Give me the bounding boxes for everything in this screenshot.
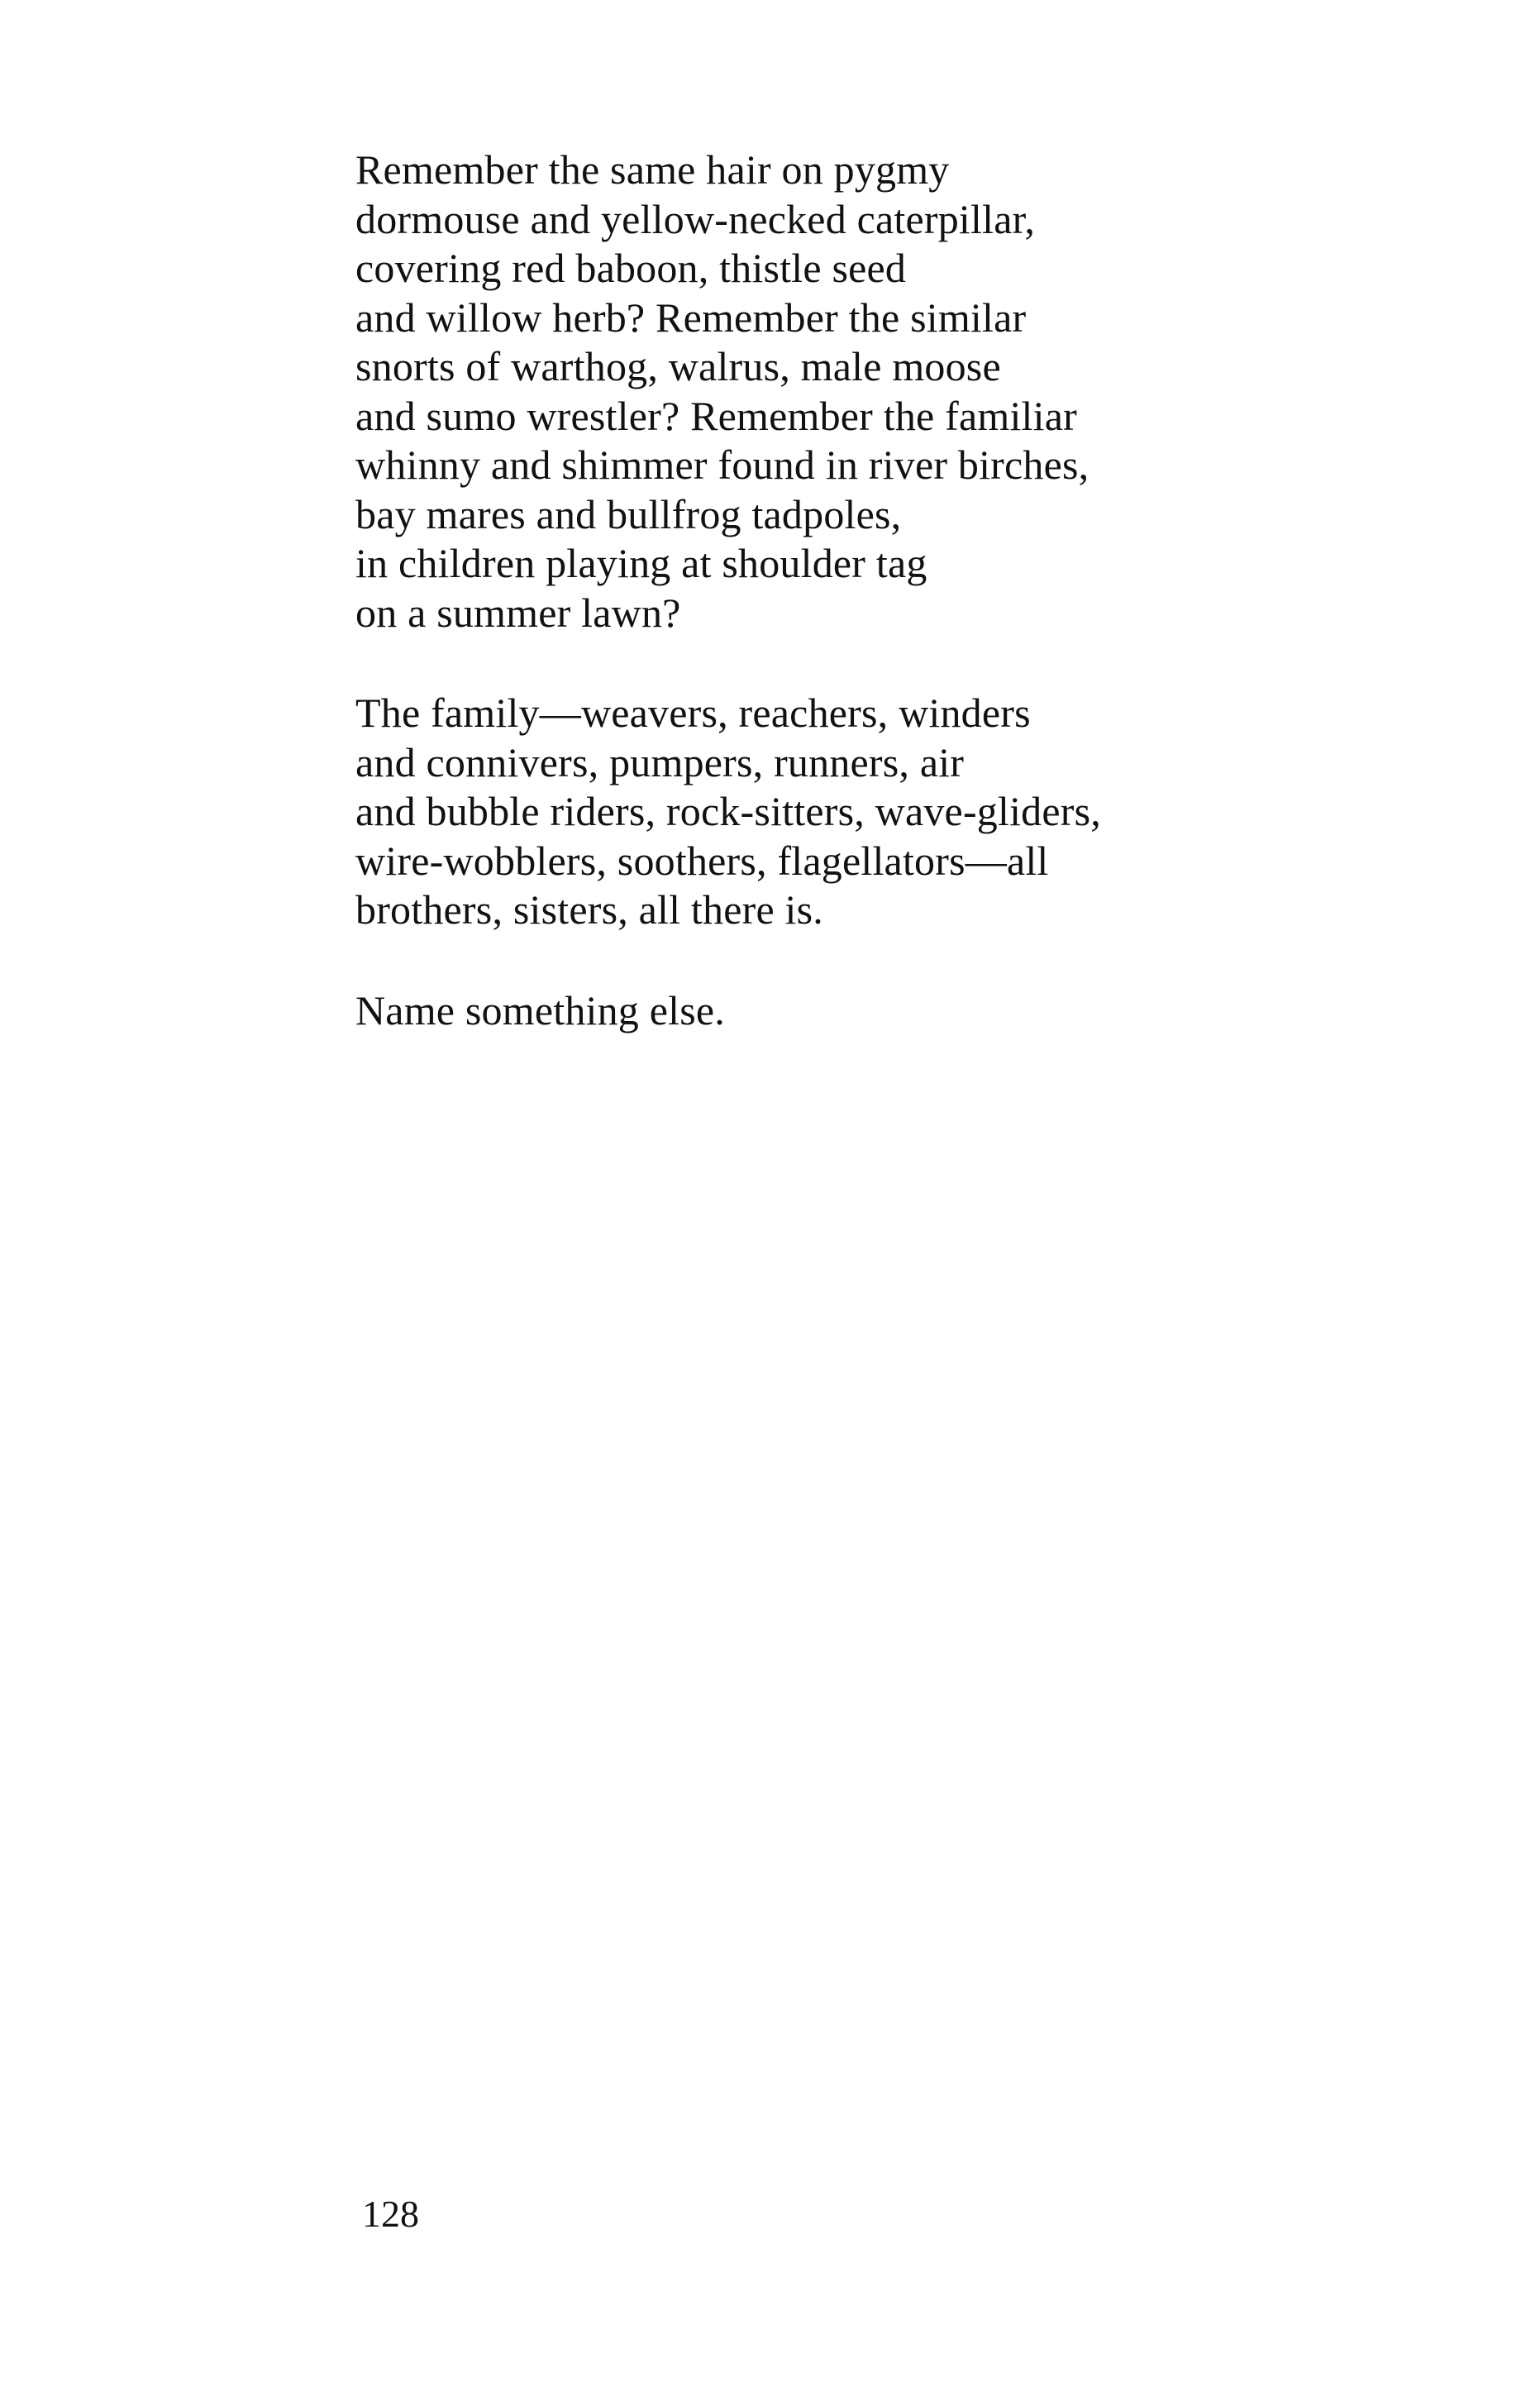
- poem-line: dormouse and yellow-necked caterpillar,: [355, 195, 1036, 242]
- page-number: 128: [362, 2193, 419, 2235]
- poem-line: brothers, sisters, all there is.: [355, 886, 823, 933]
- poem-line: on a summer lawn?: [355, 589, 681, 636]
- poem-line: snorts of warthog, walrus, male moose: [355, 343, 1001, 389]
- poem-line: The family—weavers, reachers, winders: [355, 690, 1031, 736]
- stanza-2: [355, 689, 1430, 935]
- poem-line: and connivers, pumpers, runners, air: [355, 738, 965, 785]
- poem-body: [355, 146, 1430, 1086]
- poem-line: in children playing at shoulder tag: [355, 540, 927, 586]
- poem-line: Remember the same hair on pygmy: [355, 146, 950, 193]
- poem-line: and willow herb? Remember the similar: [355, 294, 1027, 341]
- poem-line: and bubble riders, rock-sitters, wave-gliders,: [355, 788, 1101, 834]
- poem-line: bay mares and bullfrog tadpoles,: [355, 490, 902, 537]
- stanza-1: [355, 146, 1430, 637]
- stanza-3: [355, 986, 1430, 1036]
- poem-line: and sumo wrestler? Remember the familiar: [355, 392, 1077, 439]
- poem-line: whinny and shimmer found in river birches,: [355, 442, 1089, 488]
- poem-line: wire-wobblers, soothers, flagellators—all: [355, 837, 1049, 884]
- poem-line: covering red baboon, thistle seed: [355, 245, 907, 291]
- poem-line: Name something else.: [355, 986, 725, 1034]
